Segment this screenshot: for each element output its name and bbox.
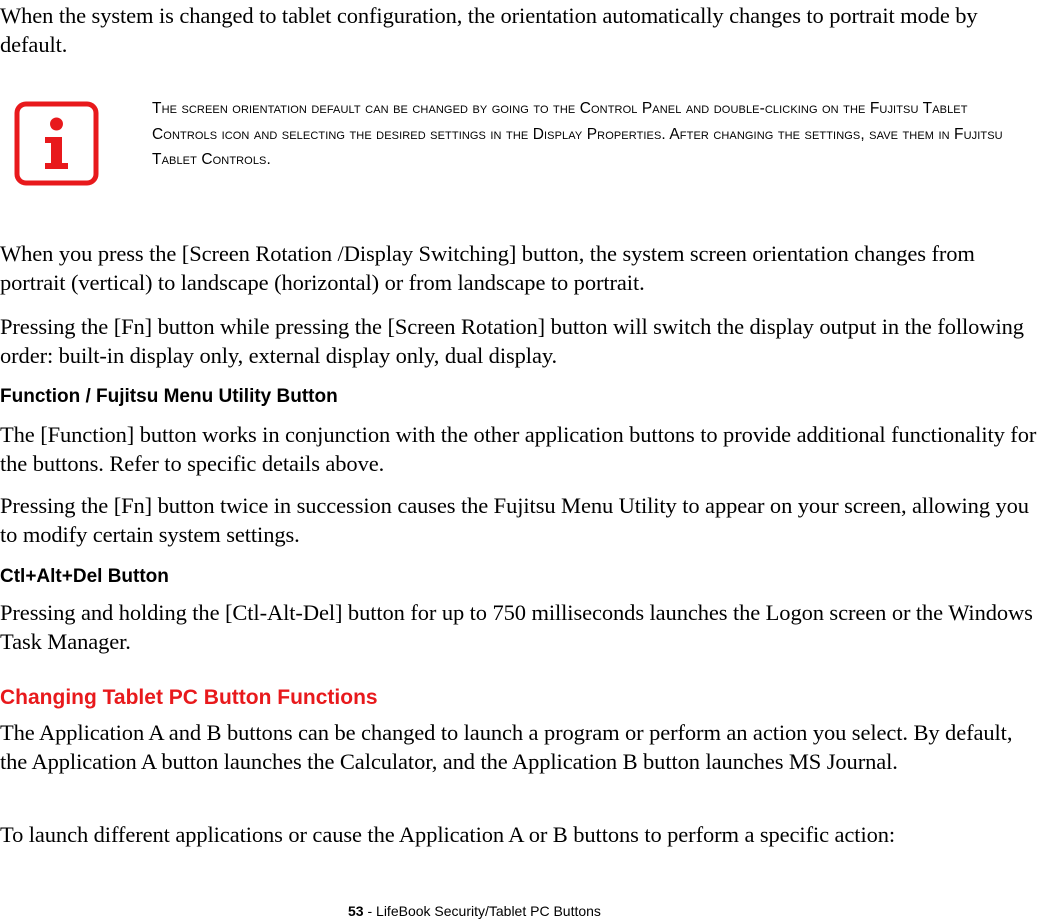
footer-section: LifeBook Security/Tablet PC Buttons xyxy=(376,903,601,919)
heading-changing-functions: Changing Tablet PC Button Functions xyxy=(0,686,378,709)
page-number: 53 xyxy=(348,903,364,919)
paragraph-launch-different: To launch different applications or cause the Application A or B buttons to perform a specific action: xyxy=(0,822,896,847)
paragraph-fn-rotation: Pressing the [Fn] button while pressing the [Screen Rotation] button will switch the display output in the following order: built-in display only, external display only, dual display. xyxy=(0,314,1024,368)
note-text: The screen orientation default can be changed by going to the Control Panel and double-clicking on the Fujitsu Tablet Controls icon and selecting the desired settings in the Display Properties. After changing the settings, save them in Fujitsu Tablet Controls. xyxy=(152,100,1003,168)
paragraph-application-buttons: The Application A and B buttons can be changed to launch a program or perform an action you select. By default, the Application A button launches the Calculator, and the Application B button launches MS Journal. xyxy=(0,720,1013,774)
footer-separator: - xyxy=(363,903,377,919)
page-footer xyxy=(348,902,601,920)
paragraph-fn-twice: Pressing the [Fn] button twice in succession causes the Fujitsu Menu Utility to appear on your screen, allowing you to modify certain system settings. xyxy=(0,493,1029,547)
paragraph-tablet-orientation: When the system is changed to tablet configuration, the orientation automatically changes to portrait mode by default. xyxy=(0,3,978,57)
paragraph-function-button: The [Function] button works in conjunction with the other application buttons to provide additional functionality for the buttons. Refer to specific details above. xyxy=(0,422,1037,476)
heading-ctl-alt-del: Ctl+Alt+Del Button xyxy=(0,566,169,587)
info-icon xyxy=(14,101,99,186)
paragraph-screen-rotation: When you press the [Screen Rotation /Display Switching] button, the system screen orientation changes from portrait (vertical) to landscape (horizontal) or from landscape to portrait. xyxy=(0,241,975,295)
paragraph-ctl-alt-del: Pressing and holding the [Ctl-Alt-Del] button for up to 750 milliseconds launches the Logon screen or the Windows Task Manager. xyxy=(0,600,1033,654)
heading-function-button: Function / Fujitsu Menu Utility Button xyxy=(0,386,338,407)
